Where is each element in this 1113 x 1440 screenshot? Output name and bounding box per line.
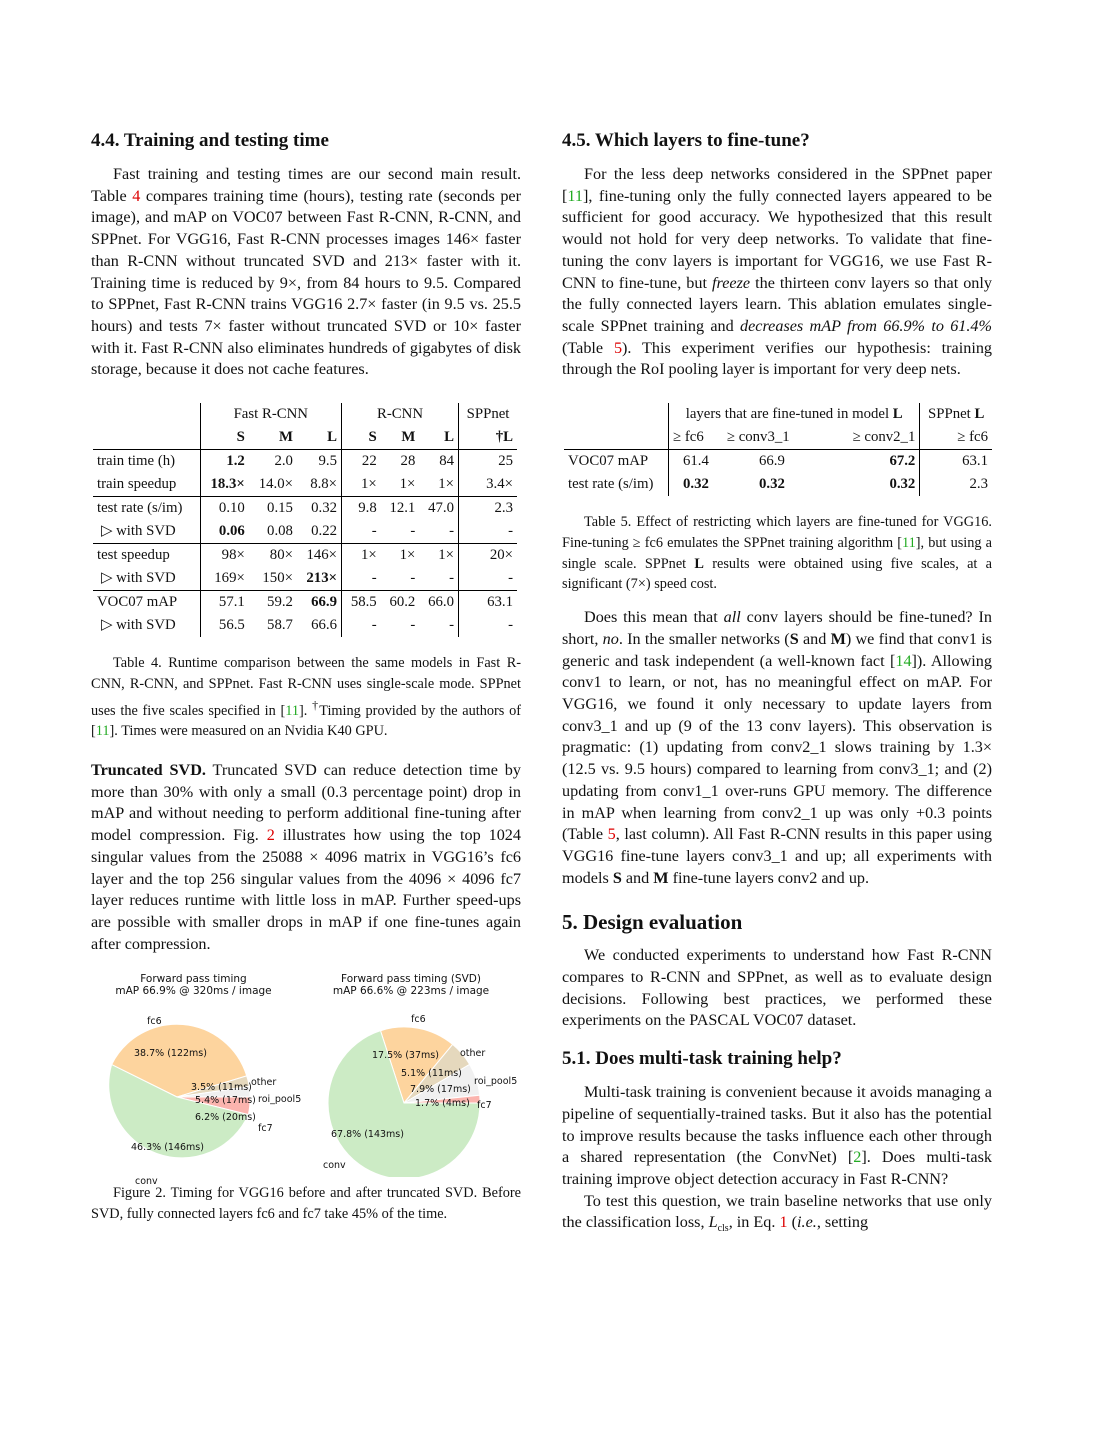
- cell: -: [342, 567, 381, 591]
- row-label: train time (h): [93, 450, 200, 474]
- emphasis: no: [602, 629, 619, 648]
- text: For the less deep networks considered in the SPPnet paper [: [562, 165, 992, 205]
- text: L: [892, 406, 903, 423]
- col-header: S: [200, 426, 249, 450]
- right-column: [562, 128, 992, 1240]
- paragraph-baseline: [562, 1191, 992, 1241]
- text: Multi-task training is convenient because it avoids managing a pipeline of sequentially-trained tasks. But it also has the potential to improve results because the tasks influence each other through a shared representation (the ConvNet) [: [562, 1083, 992, 1167]
- row-label: test rate (s/im): [93, 497, 200, 521]
- cell: -: [459, 567, 517, 591]
- text: illustrates how using the top 1024 singular values from the 25088 × 4096 matrix in VGG16’s fc6 layer and the top 256 singular values from the 4096 × 4096 fc7 layer reduces runtime with little loss in mAP. Further speed-ups are possible with smaller drops in mAP if one fine-tunes again after compression.: [91, 826, 521, 953]
- group-header: [920, 403, 992, 426]
- text: , setting: [816, 1213, 869, 1232]
- cell: 18.3×: [200, 473, 249, 497]
- slice-value-other: 3.5% (11ms): [191, 1082, 252, 1094]
- cell: 1×: [342, 473, 381, 497]
- emphasis: i.e.: [797, 1213, 817, 1232]
- slice-label-fc7: fc7: [258, 1123, 273, 1135]
- emphasis: freeze: [712, 273, 751, 292]
- cell: 150×: [262, 570, 293, 587]
- text: L: [694, 555, 704, 572]
- pie-subtitle: mAP 66.6% @ 223ms / image: [332, 985, 490, 998]
- cell: 9.5: [297, 450, 342, 474]
- text: ]. Times were measured on an Nvidia K40 GPU.: [109, 723, 388, 740]
- text: L: [974, 406, 985, 423]
- cell: -: [342, 614, 381, 637]
- run-in-heading: Truncated SVD.: [91, 760, 206, 779]
- text: SPPnet: [928, 406, 975, 423]
- math-symbol: L: [708, 1213, 718, 1232]
- cell: -: [410, 617, 416, 634]
- cell: 59.2: [249, 591, 297, 615]
- text: M: [653, 868, 669, 887]
- pie-title: Forward pass timing (SVD): [341, 973, 481, 986]
- cell: -: [410, 523, 416, 540]
- text: and: [621, 868, 654, 887]
- figure-2-caption: Figure 2. Timing for VGG16 before and after truncated SVD. Before SVD, fully connected layers fc6 and fc7 take 45% of the time.: [91, 1185, 521, 1223]
- text: Table 5. Effect of restricting which layers are fine-tuned for VGG16. Fine-tuning ≥ fc6 emulates the SPPnet training algorithm [: [562, 514, 992, 551]
- cell: 47.0: [419, 497, 458, 521]
- section-heading-4-4: 4.4. Training and testing time: [91, 130, 329, 151]
- row-label: VOC07 mAP: [564, 450, 669, 474]
- col-header: M: [278, 429, 293, 446]
- cell: 0.15: [249, 497, 297, 521]
- cell: 9.8: [342, 497, 381, 521]
- table-row: [564, 450, 992, 474]
- table-row: [93, 473, 517, 497]
- table-row: [93, 450, 517, 474]
- slice-value-conv: 46.3% (146ms): [131, 1142, 204, 1154]
- row-label: test speedup: [93, 544, 200, 568]
- text: (Table: [562, 338, 614, 357]
- text: M: [830, 629, 846, 648]
- paragraph-finetune: [562, 164, 992, 381]
- cell: 0.08: [267, 523, 293, 540]
- slice-value-other: 5.1% (11ms): [401, 1068, 462, 1080]
- cell: 66.6: [311, 617, 338, 634]
- table-row: [93, 497, 517, 521]
- section-heading-4-5: 4.5. Which layers to fine-tune?: [562, 130, 810, 151]
- group-header: SPPnet: [459, 403, 517, 426]
- table-4: [93, 403, 517, 637]
- slice-label-roi-pool5: roi_pool5: [474, 1076, 518, 1088]
- text: the thirteen conv layers so that only the fully connected layers learn. This ablation emulates single-scale SPPnet training and: [562, 273, 992, 335]
- cell: -: [342, 520, 381, 544]
- cell: 213×: [306, 570, 338, 587]
- cell: 63.1: [459, 591, 517, 615]
- group-header: [669, 403, 920, 426]
- pie-chart-after-svd: [301, 973, 521, 1177]
- cell: 67.2: [821, 450, 920, 474]
- text: compares training time (hours), testing rate (seconds per image), and mAP on VOC07 between Fast R-CNN, R-CNN, and SPPnet. For VGG16, Fast R-CNN processes images 146× faster than R-CNN without truncated SVD and 213× faster with it. Training time is reduced by 9×, from 84 hours to 9.5. Compared to SPPnet, Fast R-CNN trains VGG16 2.7× faster (in 9.5 vs. 25.5 hours) and tests 7× faster without truncated SVD or 10× faster with it. Fast R-CNN also eliminates hundreds of gigabytes of disk storage, because it does not cache features.: [91, 186, 521, 379]
- dagger-mark: †: [312, 697, 320, 712]
- pie-chart-before-svd: [91, 973, 302, 1188]
- slice-label-other: other: [251, 1077, 277, 1089]
- row-label: ▷ with SVD: [101, 523, 176, 540]
- cell: 22: [342, 450, 381, 474]
- table-row: [93, 567, 517, 591]
- col-header: †L: [459, 426, 517, 450]
- cell: 98×: [200, 544, 249, 568]
- text: ) we find that conv1 is generic and task independent (a well-known fact [: [562, 629, 992, 670]
- col-header: ≥ conv2_1: [852, 429, 916, 446]
- cell: -: [459, 520, 517, 544]
- figure-2: [91, 973, 521, 1188]
- paragraph-multitask: [562, 1082, 992, 1191]
- cell: 80×: [249, 544, 297, 568]
- emphasis: decreases mAP from 66.9% to 61.4%: [740, 316, 993, 335]
- text: ]). Allowing conv1 to learn, or not, has no meaningful effect on mAP. For VGG16, we found it only necessary to update layers from conv3_1 and up (9 of the 13 conv layers). This observation is pragmatic: (1) updating from conv2_1 slows training by 1.3× (12.5 vs. 9.5 hours) compared to learning from conv3_1; and (2) updating from conv1_1 over-runs GPU memory. The difference in mAP when learning from conv2_1 up was only +0.3 points (Table: [562, 651, 992, 844]
- text: Timing provided by the authors of [: [91, 702, 521, 740]
- text: Does this mean that: [584, 608, 724, 627]
- text: S: [789, 629, 799, 648]
- cell: 84: [419, 450, 458, 474]
- col-header: ≥ fc6: [920, 426, 992, 450]
- cell: 58.5: [342, 591, 381, 615]
- cell: 1×: [419, 544, 458, 568]
- text: To test this question, we train baseline networks that use only the classification loss,: [562, 1191, 992, 1232]
- slice-value-fc6: 17.5% (37ms): [372, 1050, 439, 1062]
- group-header: R-CNN: [342, 403, 459, 426]
- citation-link[interactable]: 11: [567, 186, 583, 205]
- slice-label-conv: conv: [135, 1176, 158, 1188]
- col-header: ≥ conv3_1: [726, 429, 790, 446]
- table-4-caption: [91, 653, 521, 742]
- cell: 3.4×: [459, 473, 517, 497]
- col-header: L: [444, 429, 455, 446]
- math-subscript: cls: [717, 1223, 729, 1235]
- table-row: [93, 544, 517, 568]
- cell: 25: [459, 450, 517, 474]
- cell: 1.2: [200, 450, 249, 474]
- cell: -: [449, 617, 455, 634]
- text: ], fine-tuning only the fully connected layers appeared to be sufficient for good accuracy. We hypothesized that this result would not hold for very deep networks. To validate that fine-tuning the conv layers is important for VGG16, we use Fast R-CNN to fine-tune, but: [562, 186, 992, 292]
- cell: 0.32: [758, 476, 785, 493]
- text: conv layers should be fine-tuned? In short,: [562, 608, 993, 648]
- cell: 61.4: [669, 450, 723, 474]
- text: (: [787, 1213, 798, 1232]
- paragraph-all-conv-layers: [562, 607, 992, 889]
- slice-label-fc7: fc7: [477, 1100, 492, 1112]
- cell: 12.1: [381, 497, 420, 521]
- cell: 1×: [399, 476, 416, 493]
- cell: 2.3: [459, 497, 517, 521]
- text: Truncated SVD can reduce detection time by more than 30% with only a small (0.3 percentage point) drop in mAP and without needing to perform additional fine-tuning after model compression. Fig.: [91, 760, 521, 845]
- paragraph-truncated-svd: [91, 760, 521, 955]
- cell: 1×: [381, 544, 420, 568]
- text: and: [798, 629, 831, 648]
- slice-value-roi-pool5: 7.9% (17ms): [410, 1084, 471, 1096]
- slice-value-conv: 67.8% (143ms): [331, 1129, 404, 1141]
- slice-value-roi-pool5: 5.4% (17ms): [195, 1095, 256, 1107]
- table-ref-link[interactable]: 5: [613, 338, 623, 357]
- citation-link[interactable]: 14: [895, 651, 912, 670]
- slice-value-fc7: 6.2% (20ms): [195, 1112, 256, 1124]
- cell: -: [459, 614, 517, 637]
- text: ]. Does multi-task training improve object detection accuracy in Fast R-CNN?: [562, 1148, 992, 1188]
- slice-value-fc7: 1.7% (4ms): [415, 1098, 470, 1110]
- citation-link[interactable]: 11: [95, 723, 110, 740]
- cell: 2.0: [249, 450, 297, 474]
- cell: 0.32: [669, 473, 723, 496]
- cell: 0.10: [200, 497, 249, 521]
- text: . In the smaller networks (: [618, 629, 790, 648]
- col-header: L: [327, 429, 338, 446]
- text: ].: [299, 702, 313, 719]
- cell: 1×: [438, 476, 455, 493]
- table-5: [564, 403, 992, 496]
- pie-subtitle: mAP 66.9% @ 320ms / image: [115, 985, 272, 998]
- cell: -: [449, 523, 455, 540]
- slice-label-conv: conv: [323, 1160, 346, 1172]
- cell: 169×: [200, 567, 249, 591]
- slice-label-fc6: fc6: [147, 1016, 162, 1028]
- cell: 0.06: [200, 520, 249, 544]
- cell: 2.3: [920, 473, 992, 496]
- col-header: M: [401, 429, 416, 446]
- text: Fast training and testing times are our second main result. Table: [91, 165, 521, 205]
- slice-label-fc6: fc6: [411, 1014, 426, 1026]
- cell: 8.8×: [310, 476, 338, 493]
- cell: 66.9: [297, 591, 342, 615]
- text: Table 4. Runtime comparison between the same models in Fast R-CNN, R-CNN, and SPPnet. Fast R-CNN uses single-scale mode. SPPnet uses the five scales specified in [: [91, 655, 521, 719]
- text: results were obtained using five scales, at a significant (7×) speed cost.: [562, 555, 993, 593]
- table-row: [93, 614, 517, 637]
- cell: 14.0×: [258, 476, 293, 493]
- table-row: [93, 591, 517, 615]
- slice-label-roi-pool5: roi_pool5: [258, 1094, 302, 1106]
- table-row: [93, 520, 517, 544]
- table-ref-link[interactable]: 5: [607, 825, 616, 844]
- cell: 66.9: [723, 450, 821, 474]
- section-heading-5: 5. Design evaluation: [562, 910, 743, 935]
- cell: 66.0: [419, 591, 458, 615]
- slice-label-other: other: [460, 1048, 486, 1060]
- cell: 60.2: [381, 591, 420, 615]
- cell: 146×: [297, 544, 342, 568]
- row-label: train speedup: [97, 476, 177, 493]
- text: , last column). All Fast R-CNN results in this paper using VGG16 fine-tune layers conv3_1 and up; all experiments with models: [562, 825, 993, 887]
- table-ref-link[interactable]: 4: [132, 186, 141, 205]
- paragraph-design-evaluation: We conducted experiments to understand how Fast R-CNN compares to R-CNN and SPPnet, as well as to evaluate design decisions. Following best practices, we performed these experiments on the PASCAL VOC07 dataset.: [562, 946, 992, 1030]
- text: layers that are fine-tuned in model: [685, 406, 893, 423]
- cell: 58.7: [267, 617, 293, 634]
- citation-link[interactable]: 2: [853, 1148, 862, 1167]
- pie-title: Forward pass timing: [140, 973, 247, 986]
- cell: 0.32: [889, 476, 916, 493]
- cell: 56.5: [200, 614, 249, 637]
- section-heading-5-1: 5.1. Does multi-task training help?: [562, 1048, 842, 1070]
- col-header: S: [342, 426, 381, 450]
- figure-ref-link[interactable]: 2: [266, 826, 275, 845]
- cell: 28: [381, 450, 420, 474]
- table-row: [564, 473, 992, 496]
- equation-ref-link[interactable]: 1: [779, 1213, 788, 1232]
- row-label: ▷ with SVD: [101, 570, 176, 587]
- left-column: [91, 128, 521, 1225]
- text: S: [612, 868, 622, 887]
- col-header: ≥ fc6: [669, 426, 723, 450]
- cell: 0.22: [311, 523, 338, 540]
- citation-link[interactable]: 11: [285, 702, 300, 719]
- text: ], but using a single scale. SPPnet: [562, 534, 992, 572]
- text: ). This experiment verifies our hypothesis: training through the RoI pooling layer is important for very deep nets.: [562, 338, 993, 379]
- row-label: ▷ with SVD: [101, 617, 176, 634]
- slice-value-fc6: 38.7% (122ms): [134, 1048, 207, 1060]
- group-header: Fast R-CNN: [200, 403, 341, 426]
- text: , in Eq.: [728, 1213, 780, 1232]
- cell: 20×: [459, 544, 517, 568]
- citation-link[interactable]: 11: [902, 534, 916, 551]
- cell: 0.32: [297, 497, 342, 521]
- cell: -: [410, 570, 416, 587]
- cell: 63.1: [920, 450, 992, 474]
- paragraph-training-time: [91, 164, 521, 381]
- cell: 1×: [342, 544, 381, 568]
- text: fine-tune layers conv2 and up.: [668, 868, 870, 887]
- cell: -: [449, 570, 455, 587]
- row-label: VOC07 mAP: [93, 591, 200, 615]
- emphasis: all: [723, 608, 741, 627]
- table-5-caption: [562, 512, 992, 595]
- row-label: test rate (s/im): [568, 476, 654, 493]
- cell: 57.1: [200, 591, 249, 615]
